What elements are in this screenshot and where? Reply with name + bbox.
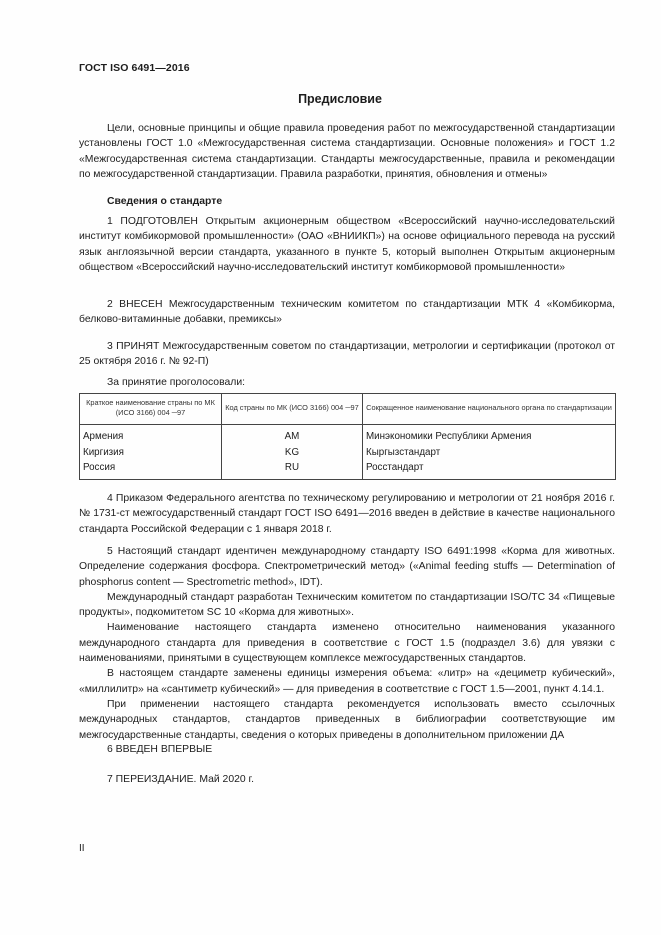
item-5-para-4: В настоящем стандарте заменены единицы измерения объема: «литр» на «дециметр кубический», «миллилитр» на «сантиметр кубический» — для приведения в соответствие с ГОСТ 1.5—2001, пункт 4.14.1. xyxy=(79,668,615,695)
country-cell: Армения xyxy=(80,425,222,445)
item-7: 7 ПЕРЕИЗДАНИЕ. Май 2020 г. xyxy=(107,774,254,785)
country-cell: Киргизия xyxy=(80,445,222,461)
standard-code-header: ГОСТ ISO 6491—2016 xyxy=(79,62,190,74)
item-3 xyxy=(79,339,615,370)
item-4-text: 4 Приказом Федерального агентства по техническому регулированию и метрологии от 21 ноября 2016 г. № 1731-ст межгосударственный стандарт ГОСТ ISO 6491—2016 введен в действие в качестве национального стандарта Российской Федерации с 1 января 2018 г. xyxy=(79,493,615,535)
code-cell: AM xyxy=(222,425,363,445)
table-row xyxy=(80,445,616,461)
item-2-text: 2 ВНЕСЕН Межгосударственным техническим комитетом по стандартизации МТК 4 «Комбикорма, белково-витаминные добавки, премиксы» xyxy=(79,299,615,326)
page-title: Предисловие xyxy=(298,92,382,106)
item-5-text: 5 Настоящий стандарт идентичен международному стандарту ISO 6491:1998 «Корма для животных. Определение содержания фосфора. Спектрометрический метод» («Animal feeding stuffs — Determination of phosphorus content — Spectrometric method», IDT). xyxy=(79,546,615,588)
vote-table-header xyxy=(80,394,616,425)
table-row xyxy=(80,425,616,445)
body-cell: Минэкономики Республики Армения xyxy=(363,425,616,445)
item-1-text: 1 ПОДГОТОВЛЕН Открытым акционерным обществом «Всероссийский научно-исследовательский институт комбикормовой промышленности» (ОАО «ВНИИКП») на основе официального перевода на русский язык англоязычной версии стандарта, указанного в пункте 5, который выполнен Открытым акционерным обществом «Всероссийский научно-исследовательский институт комбикормовой промышленности» xyxy=(79,216,615,273)
item-1 xyxy=(79,214,615,275)
item-5-para-2: Международный стандарт разработан Техническим комитетом по стандартизации ISO/TC 34 «Пищевые продукты», подкомитетом SC 10 «Корма для животных». xyxy=(79,591,615,619)
item-6: 6 ВВЕДЕН ВПЕРВЫЕ xyxy=(107,744,213,755)
item-5-para-5: При применении настоящего стандарта рекомендуется использовать вместо ссылочных международных стандартов, стандартов приведенных в библиографии соответствующие им межгосударственные стандарты, сведения о которых приведены в дополнительном приложении ДА xyxy=(79,698,615,741)
item-5-para-3: Наименование настоящего стандарта изменено относительно наименования указанного международного стандарта для приведения в соответствие с ГОСТ 1.5 (подраздел 3.6) для увязки с наименованиями, принятыми в существующем комплексе межгосударственных стандартов. xyxy=(79,622,615,665)
vote-table xyxy=(79,393,616,480)
item-4 xyxy=(79,491,615,537)
intro-text: Цели, основные принципы и общие правила проведения работ по межгосударственной стандартизации установлены ГОСТ 1.0 «Межгосударственная система стандартизации. Основные положения» и ГОСТ 1.2 «Межгосударственная система стандартизации. Стандарты межгосударственные, правила и рекомендации по межгосударственной стандартизации. Правила разработки, принятия, обновления и отмены» xyxy=(79,123,615,180)
code-cell: KG xyxy=(222,445,363,461)
item-3-text: 3 ПРИНЯТ Межгосударственным советом по стандартизации, метрологии и сертификации (протокол от 25 октября 2016 г. № 92-П) xyxy=(79,341,615,368)
body-cell: Росстандарт xyxy=(363,460,616,479)
header-country: Краткое наименование страны по МК (ИСО 3166) 004 ─97 xyxy=(80,394,222,425)
country-cell: Россия xyxy=(80,460,222,479)
page-number: II xyxy=(79,843,85,854)
code-cell: RU xyxy=(222,460,363,479)
intro-paragraph xyxy=(79,121,615,182)
body-cell: Кыргызстандарт xyxy=(363,445,616,461)
header-code: Код страны по МК (ИСО 3166) 004 ─97 xyxy=(222,394,363,425)
item-5 xyxy=(79,544,615,743)
voted-label: За принятие проголосовали: xyxy=(107,377,246,388)
info-heading: Сведения о стандарте xyxy=(107,196,223,207)
table-row xyxy=(80,460,616,479)
item-2 xyxy=(79,297,615,328)
header-body: Сокращенное наименование национального органа по стандартизации xyxy=(363,394,616,425)
